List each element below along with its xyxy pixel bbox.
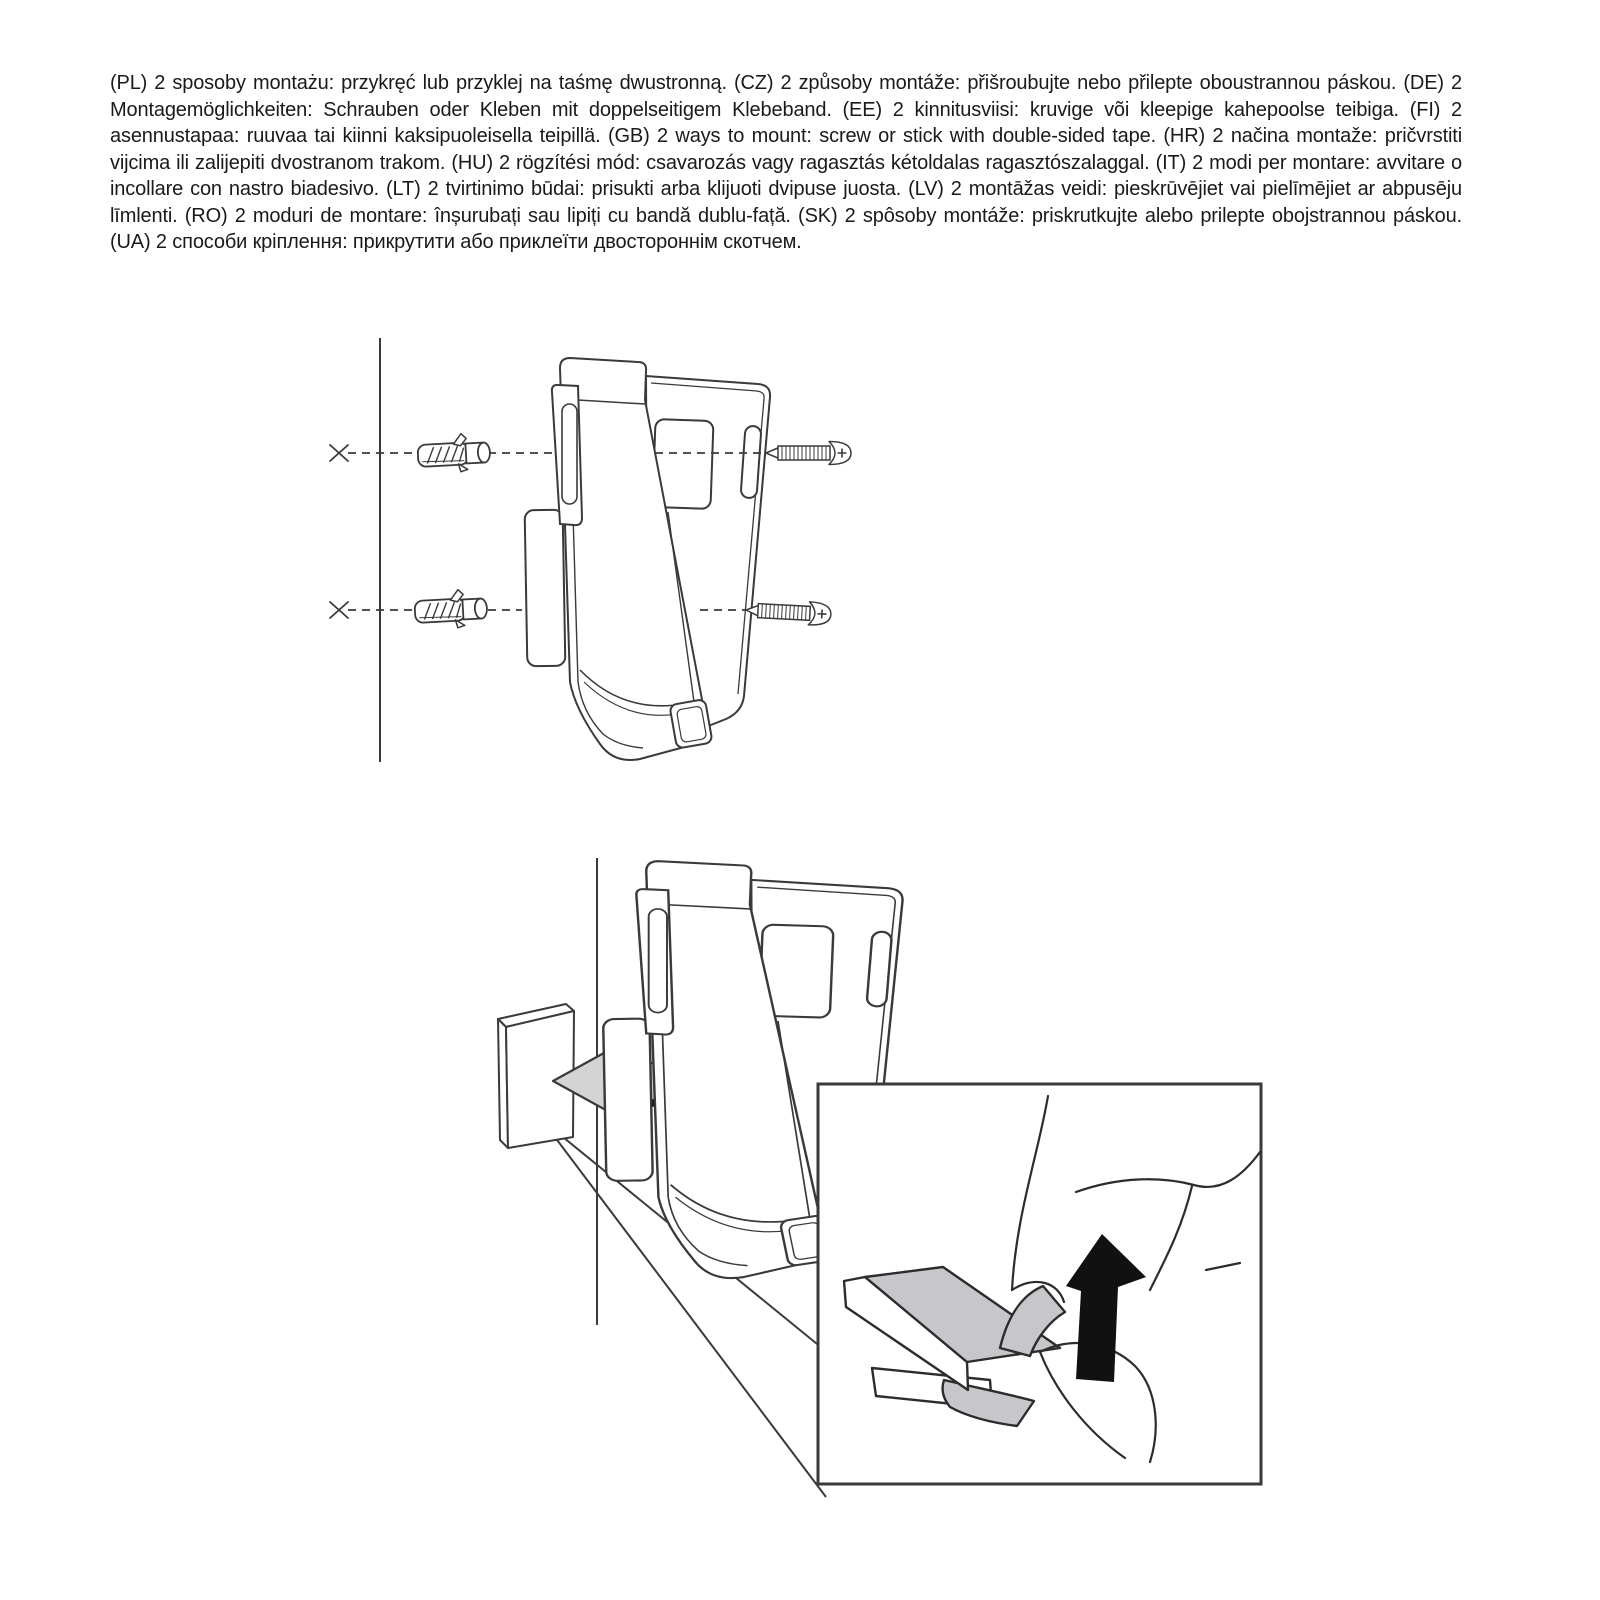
holder-drawing bbox=[525, 358, 770, 760]
wall-plug-top bbox=[417, 432, 491, 474]
drill-mark-x-top bbox=[330, 445, 348, 461]
wall-plug-bottom bbox=[414, 588, 488, 630]
screw-mount-diagram bbox=[300, 330, 870, 775]
screw-bottom bbox=[745, 599, 831, 626]
drill-mark-x-bottom bbox=[330, 602, 348, 618]
inset-detail-box bbox=[818, 1084, 1261, 1484]
tape-mount-diagram bbox=[480, 840, 1270, 1500]
instructions-text: (PL) 2 sposoby montażu: przykręć lub przyklej na taśmę dwustronną. (CZ) 2 způsoby montáže: přišroubujte nebo přilepte oboustrannou páskou. (DE) 2 Montagemöglichkeiten: Schrauben oder Kleben mit doppelseitigem Klebeband. (EE) 2 kinnitusviisi: kruvige või kleepige kahepoolse teibiga. (FI) 2 asennustapaa: ruuvaa tai kiinni kaksipuoleisella teipillä. (GB) 2 ways to mount: screw or stick with double-sided tape. (HR) 2 načina montaže: pričvrstiti vijcima ili zalijepiti dvostranom trakom. (HU) 2 rögzítési mód: csavarozás vagy ragasztás kétoldalas ragasztószalaggal. (IT) 2 modi per montare: avvitare o incollare con nastro biadesivo. (LT) 2 tvirtinimo būdai: prisukti arba klijuoti dvipuse juosta. (LV) 2 montāžas veidi: pieskrūvējiet vai pielīmējiet ar abpusēju līmlenti. (RO) 2 moduri de montare: înșurubați sau lipiți cu bandă dublu-față. (SK) 2 spôsoby montáže: priskrutkujte alebo prilepte obojstrannou páskou. (UA) 2 способи кріплення: прикрутити або приклеїти двостороннім скотчем. bbox=[110, 72, 1462, 253]
screw-top bbox=[766, 442, 851, 465]
